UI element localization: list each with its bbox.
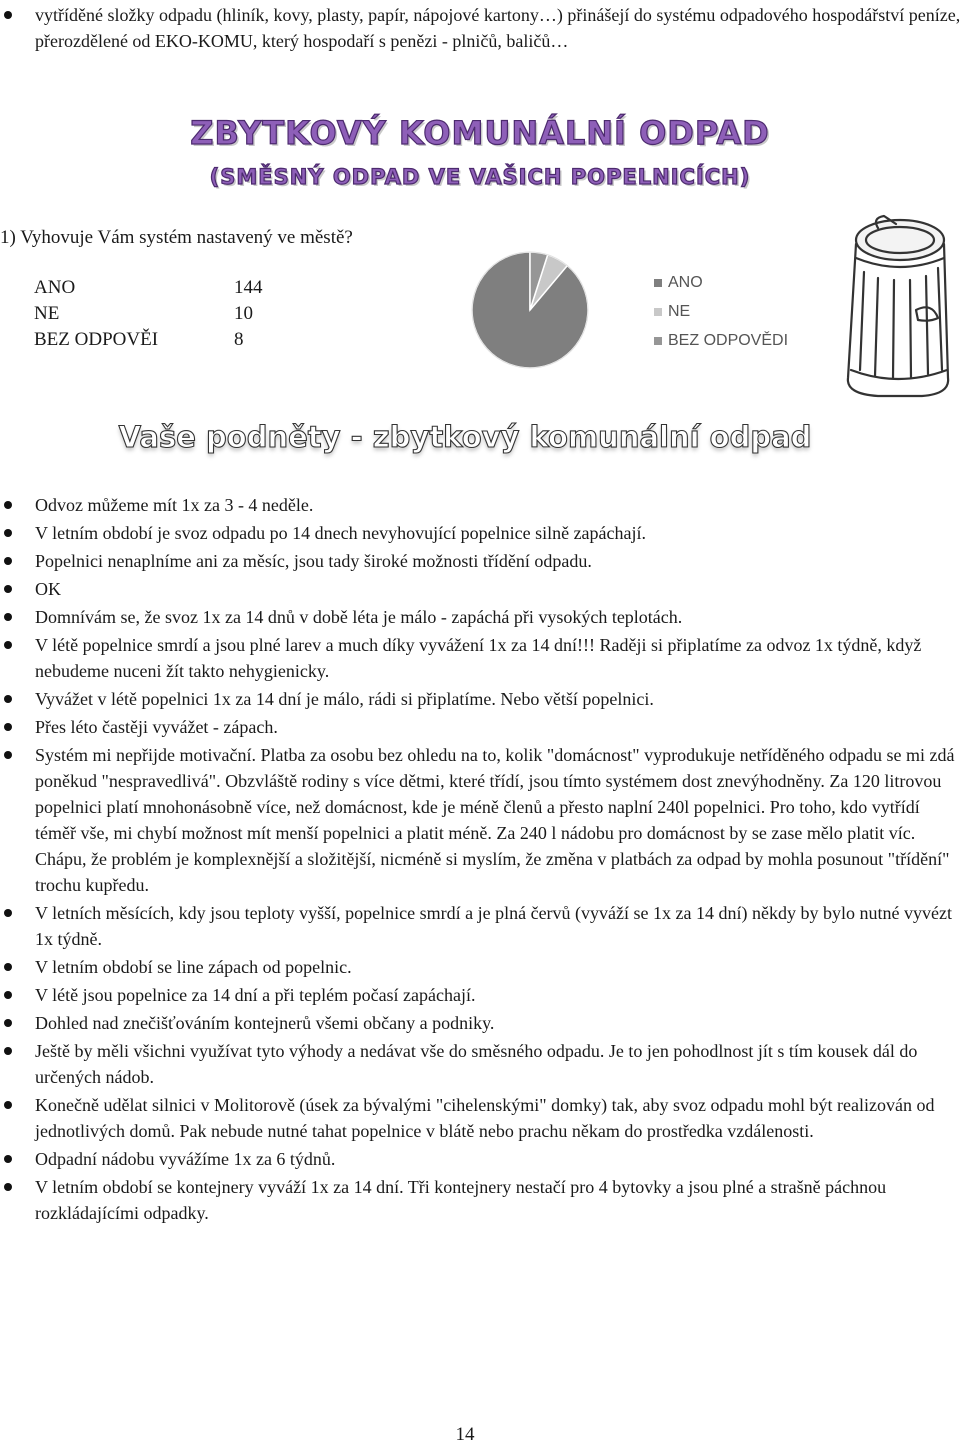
stat-value: 144 bbox=[234, 277, 263, 298]
comment-item: Přes léto častěji vyvážet - zápach. bbox=[0, 714, 955, 740]
comment-item: Odpadní nádobu vyvážíme 1x za 6 týdnů. bbox=[0, 1146, 955, 1172]
comment-item: Ještě by měli všichni využívat tyto výhody a nedávat vše do směsného odpadu. Je to jen pohodlnost jít s tím kousek dál do určených nádob. bbox=[0, 1038, 955, 1090]
comments-list bbox=[0, 492, 955, 1228]
stat-label: ANO bbox=[34, 277, 76, 298]
trash-bin-icon bbox=[838, 210, 956, 400]
comment-item: V letních měsících, kdy jsou teploty vyšší, popelnice smrdí a je plná červů (vyváží se 1x za 14 dní) někdy by bylo nutné vyvézt 1x týdně. bbox=[0, 900, 955, 952]
legend-item bbox=[654, 268, 788, 297]
legend-swatch bbox=[654, 337, 662, 345]
comment-item: V letním období se kontejnery vyváží 1x za 14 dní. Tři kontejnery nestačí pro 4 bytovky a jsou plné a strašně páchnou rozkládajícími odpadky. bbox=[0, 1174, 955, 1226]
legend-item bbox=[654, 297, 788, 326]
stat-row-ano bbox=[34, 275, 263, 301]
comment-item: Popelnici nenaplníme ani za měsíc, jsou tady široké možnosti třídění odpadu. bbox=[0, 548, 955, 574]
answer-stats bbox=[34, 275, 263, 353]
comment-item: Systém mi nepřijde motivační. Platba za osobu bez ohledu na to, kolik "domácnost" vyprodukuje netříděného odpadu se mi zdá poněkud "nespravedlivá". Obzvláště rodiny s více dětmi, které třídí, jsou tímto systémem dost znevýhodněny. Za 120 litrovou popelnici platí mnohonásobně více, než domácnost, kde je méně členů a přesto naplní 240l popelnici. Pro toho, kdo vytřídí téměř vše, mi chybí možnost mít menší popelnici a platit méně. Za 240 l nádobu pro domácnost by se zase mělo platit víc. Chápu, že problém je komplexnější a složitější, nicméně si myslím, že změna v platbách za odpad by mohla posunout "třídění" trochu kupředu. bbox=[0, 742, 955, 898]
comment-item: V letním období je svoz odpadu po 14 dnech nevyhovující popelnice silně zapáchají. bbox=[0, 520, 955, 546]
comment-item: Vyvážet v létě popelnici 1x za 14 dní je málo, rádi si připlatíme. Nebo větší popelnici. bbox=[0, 686, 955, 712]
legend-label: NE bbox=[668, 302, 691, 320]
legend-label: BEZ ODPOVĚDI bbox=[668, 331, 789, 349]
intro-bullet: vytříděné složky odpadu (hliník, kovy, plasty, papír, nápojové kartony…) přinášejí do systému odpadového hospodářství peníze, přerozdělené od EKO-KOMU, který hospodaří s penězi - plničů, baličů… bbox=[0, 2, 960, 54]
stat-label: NE bbox=[34, 303, 60, 324]
legend-swatch bbox=[654, 308, 662, 316]
comments-heading: Vaše podněty - zbytkový komunální odpad bbox=[118, 420, 812, 454]
stat-row-bez-odpovedi bbox=[34, 327, 263, 353]
comment-item: V letním období se line zápach od popelnic. bbox=[0, 954, 955, 980]
stat-value: 8 bbox=[234, 329, 244, 350]
comment-item: V létě popelnice smrdí a jsou plné larev a much díky vyvážení 1x za 14 dní!!! Raději si připlatíme za odvoz 1x týdně, když nebudeme nuceni žít takto nehygienicky. bbox=[0, 632, 955, 684]
stat-value: 10 bbox=[234, 303, 253, 324]
stat-row-ne bbox=[34, 301, 263, 327]
stat-label: BEZ ODPOVĚI bbox=[34, 329, 159, 350]
comment-item: Dohled nad znečišťováním kontejnerů všemi občany a podniky. bbox=[0, 1010, 955, 1036]
comment-item: V létě jsou popelnice za 14 dní a při teplém počasí zapáchají. bbox=[0, 982, 955, 1008]
answers-pie-chart bbox=[468, 248, 592, 372]
page-number: 14 bbox=[455, 1424, 475, 1445]
legend-item bbox=[654, 326, 788, 355]
comment-item: Odvoz můžeme mít 1x za 3 - 4 neděle. bbox=[0, 492, 955, 518]
survey-question: 1) Vyhovuje Vám systém nastavený ve městě? bbox=[0, 227, 353, 248]
legend-label: ANO bbox=[668, 273, 703, 291]
legend-swatch bbox=[654, 279, 662, 287]
comment-item: Konečně udělat silnici v Molitorově (úsek za bývalými "cihelenskými" domky) tak, aby svoz odpadu mohl být realizován od jednotlivých domů. Pak nebude nutné tahat popelnice v blátě nebo prachu někam do prostředka vzdálenosti. bbox=[0, 1092, 955, 1144]
section-banner-subtitle: (SMĚSNÝ ODPAD VE VAŠICH POPELNICÍCH) bbox=[209, 165, 751, 189]
comment-item: Domnívám se, že svoz 1x za 14 dnů v době léta je málo - zapáchá při vysokých teplotách. bbox=[0, 604, 955, 630]
section-banner-title: ZBYTKOVÝ KOMUNÁLNÍ ODPAD bbox=[190, 114, 770, 152]
pie-legend bbox=[654, 268, 788, 355]
comment-item: OK bbox=[0, 576, 955, 602]
